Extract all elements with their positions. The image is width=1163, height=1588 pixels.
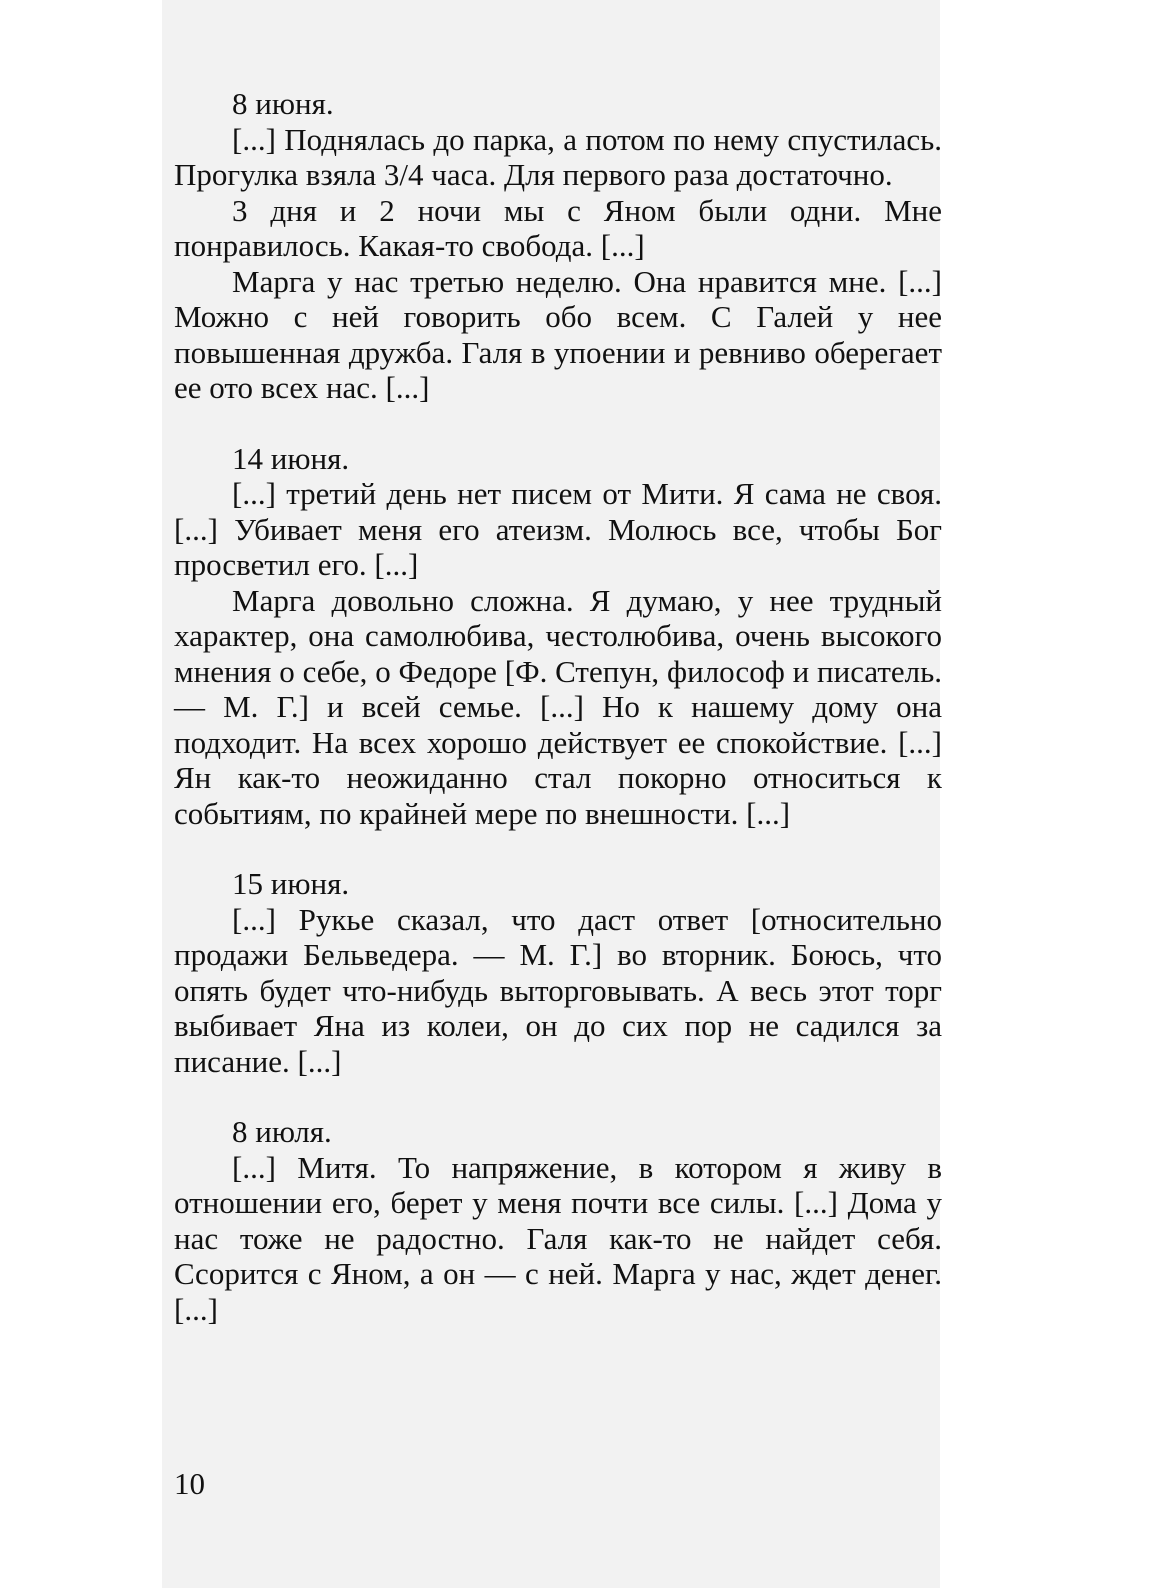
entry-paragraph: [...] Поднялась до парка, а потом по нему спустилась. Прогулка взяла 3/4 часа. Для первого раза достаточно. [174,121,942,192]
entry-paragraph: Марга у нас третью неделю. Она нравится мне. [...] Можно с ней говорить обо всем. С Галей у нее повышенная дружба. Галя в упоении и ревниво оберегает ее ото всех нас. [...] [174,263,942,405]
entry-date: 15 июня. [232,866,350,901]
diary-entry [174,86,942,406]
entry-paragraph: [...] третий день нет писем от Мити. Я сама не своя. [...] Убивает меня его атеизм. Молюсь все, чтобы Бог просветил его. [...] [174,476,942,582]
entry-paragraph: Марга довольно сложна. Я думаю, у нее трудный характер, она самолюбива, честолюбива, очень высокого мнения о себе, о Федоре [Ф. Степун, философ и писатель. — М. Г.] и всей семье. [...] Но к нашему дому она подходит. На всех хорошо действует ее спокойствие. [...] Ян как-то неожиданно стал покорно относиться к событиям, по крайней мере по внешности. [...] [174,582,942,831]
page-content [174,86,942,1362]
entry-date: 8 июня. [232,86,334,121]
diary-entry [174,1114,942,1327]
entry-date: 8 июля. [232,1114,332,1149]
entry-date: 14 июня. [232,440,350,476]
diary-entry [174,866,942,1079]
diary-entry [174,441,942,832]
entry-paragraph: 3 дня и 2 ночи мы с Яном были одни. Мне понравилось. Какая-то свобода. [...] [174,192,942,263]
page-number: 10 [174,1466,205,1501]
entry-paragraph: [...] Митя. То напряжение, в котором я живу в отношении его, берет у меня почти все силы. [...] Дома у нас тоже не радостно. Галя как-то не найдет себя. Ссорится с Яном, а он — с ней. Марга у нас, ждет денег. [...] [174,1149,942,1327]
entry-paragraph: [...] Рукье сказал, что даст ответ [относительно продажи Бельведера. — М. Г.] во вторник. Боюсь, что опять будет что-нибудь выторговывать. А весь этот торг выбивает Яна из колеи, он до сих пор не садился за писание. [...] [174,901,942,1079]
